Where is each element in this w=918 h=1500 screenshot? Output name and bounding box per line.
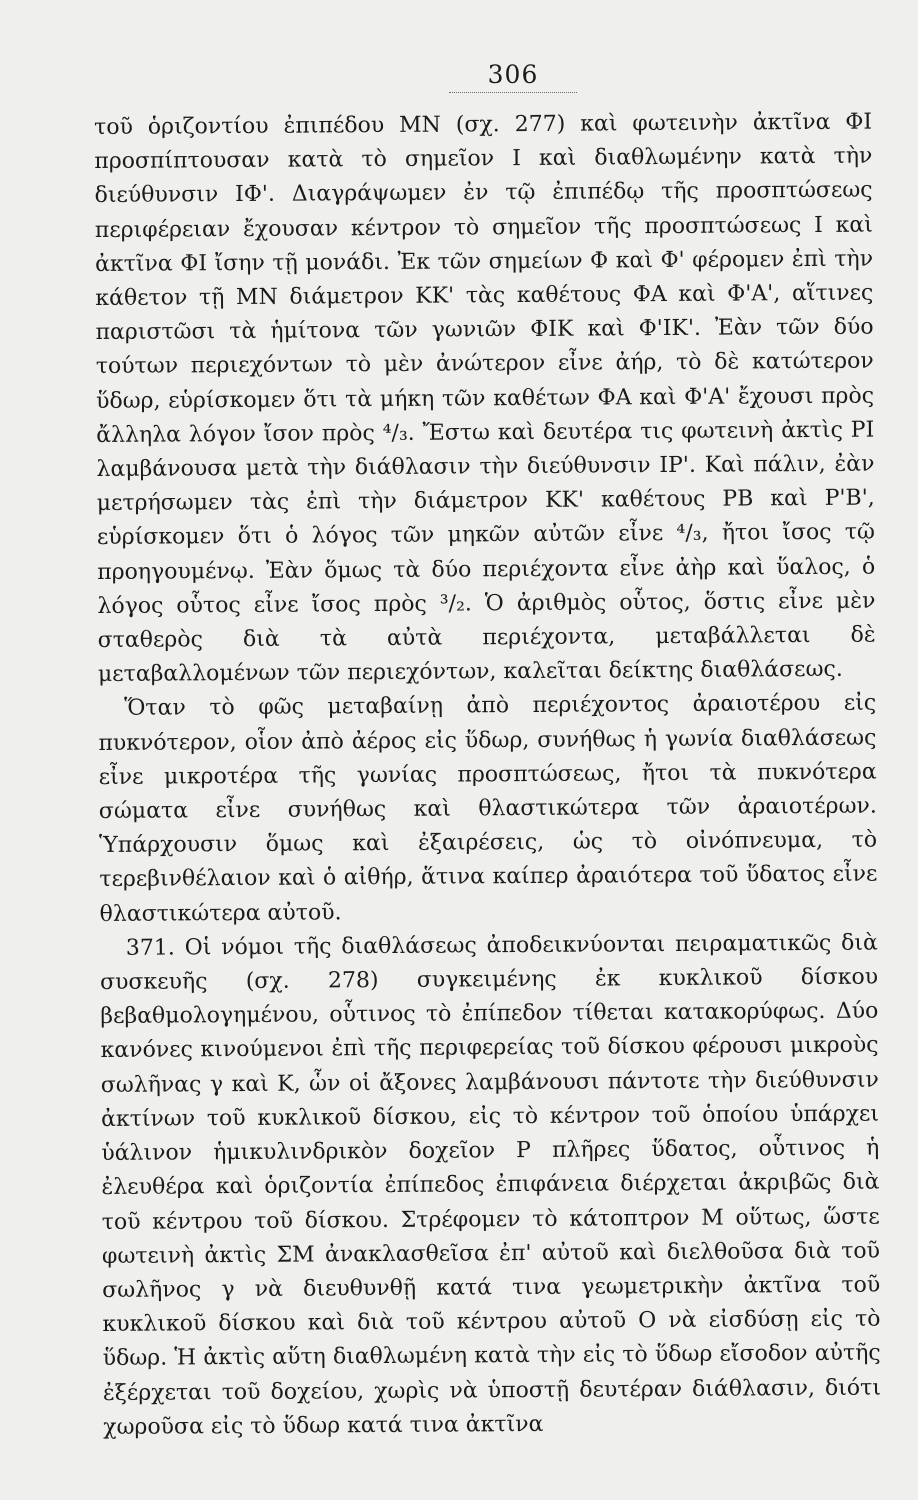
body-text	[94, 106, 881, 1445]
paragraph-density: Ὅταν τὸ φῶς μεταβαίνῃ ἀπὸ περιέχοντος ἀραιοτέρου εἰς πυκνότερον, οἷον ἀπὸ ἀέρος εἰς ὕδωρ, συνήθως ἡ γωνία διαθλάσεως εἶνε μικροτέρα τῆς γωνίας προσπτώσεως, ἤτοι τὰ πυκνότερα σώματα εἶνε συνήθως καὶ θλαστικώτερα τῶν ἀραιοτέρων. Ὑπάρχουσιν ὅμως καὶ ἐξαιρέσεις, ὡς τὸ οἰνόπνευμα, τὸ τερεβινθέλαιον καὶ ὁ αἰθήρ, ἅτινα καίπερ ἀραιότερα τοῦ ὕδατος εἶνε θλαστικώτερα αὐτοῦ.	[98, 691, 878, 927]
paragraph-section-371: 371. Οἱ νόμοι τῆς διαθλάσεως ἀποδεικνύονται πειραματικῶς διὰ συσκευῆς (σχ. 278) συγκειμένης ἐκ κυκλικοῦ δίσκου βεβαθμολογημένου, οὗτινος τὸ ἐπίπεδον τίθεται κατακορύφως. Δύο κανόνες κινούμενοι ἐπὶ τῆς περιφερείας τοῦ δίσκου φέρουσι μικροὺς σωλῆνας γ καὶ Κ, ὧν οἱ ἄξονες λαμβάνουσι πάντοτε τὴν διεύθυνσιν ἀκτίνων τοῦ κυκλικοῦ δίσκου, εἰς τὸ κέντρον τοῦ ὁποίου ὑπάρχει ὑάλινον ἡμικυλινδρικὸν δοχεῖον Ρ πλῆρες ὕδατος, οὗτινος ἡ ἐλευθέρα καὶ ὁριζοντία ἐπίπεδος ἐπιφάνεια διέρχεται ἀκριβῶς διὰ τοῦ κέντρου τοῦ δίσκου. Στρέφομεν τὸ κάτοπτρον Μ οὕτως, ὥστε φωτεινὴ ἀκτὶς ΣΜ ἀνακλασθεῖσα ἐπ' αὐτοῦ καὶ διελθοῦσα διὰ τοῦ σωλῆνος γ νὰ διευθυνθῇ κατά τινα γεωμετρικὴν ἀκτῖνα τοῦ κυκλικοῦ δίσκου καὶ διὰ τοῦ κέντρου αὐτοῦ Ο νὰ εἰσδύσῃ εἰς τὸ ὕδωρ. Ἡ ἀκτὶς αὕτη διαθλωμένη κατὰ τὴν εἰς τὸ ὕδωρ εἴσοδον αὐτῆς ἐξέρχεται τοῦ δοχείου, χωρὶς νὰ ὑποστῇ δευτέραν διάθλασιν, διότι χωροῦσα εἰς τὸ ὕδωρ κατά τινα ἀκτῖνα	[99, 930, 882, 1440]
header-rule	[449, 92, 577, 93]
page-number: 306	[487, 60, 539, 89]
paragraph-continuation: τοῦ ὁριζοντίου ἐπιπέδου MN (σχ. 277) καὶ φωτεινὴν ἀκτῖνα ΦΙ προσπίπτουσαν κατὰ τὸ σημεῖον Ι καὶ διαθλωμένην κατὰ τὴν διεύθυνσιν ΙΦ'. Διαγράψωμεν ἐν τῷ ἐπιπέδῳ τῆς προσπτώσεως περιφέρειαν ἔχουσαν κέντρον τὸ σημεῖον τῆς προσπτώσεως Ι καὶ ἀκτῖνα ΦΙ ἴσην τῇ μονάδι. Ἐκ τῶν σημείων Φ καὶ Φ' φέρομεν ἐπὶ τὴν κάθετον τῇ MN διάμετρον ΚΚ' τὰς καθέτους ΦΑ καὶ Φ'Α', αἵτινες παριστῶσι τὰ ἡμίτονα τῶν γωνιῶν ΦΙΚ καὶ Φ'ΙΚ'. Ἐὰν τῶν δύο τούτων περιεχόντων τὸ μὲν ἀνώτερον εἶνε ἀήρ, τὸ δὲ κατώτερον ὕδωρ, εὑρίσκομεν ὅτι τὰ μήκη τῶν καθέτων ΦΑ καὶ Φ'Α' ἔχουσι πρὸς ἄλληλα λόγον ἴσον πρὸς ⁴/₃. Ἔστω καὶ δευτέρα τις φωτεινὴ ἀκτὶς ΡΙ λαμβάνουσα μετὰ τὴν διάθλασιν τὴν διεύθυνσιν ΙΡ'. Καὶ πάλιν, ἐὰν μετρήσωμεν τὰς ἐπὶ τὴν διάμετρον ΚΚ' καθέτους ΡΒ καὶ Ρ'Β', εὑρίσκομεν ὅτι ὁ λόγος τῶν μηκῶν αὐτῶν εἶνε ⁴/₃, ἤτοι ἴσος τῷ προηγουμένῳ. Ἐὰν ὅμως τὰ δύο περιέχοντα εἶνε ἀὴρ καὶ ὕαλος, ὁ λόγος οὗτος εἶνε ἴσος πρὸς ³/₂. Ὁ ἀριθμὸς οὗτος, ὅστις εἶνε μὲν σταθερὸς διὰ τὰ αὐτὰ περιέχοντα, μεταβάλλεται δὲ μεταβαλλομένων τῶν περιεχόντων, καλεῖται δείκτης διαθλάσεως.	[94, 109, 876, 688]
